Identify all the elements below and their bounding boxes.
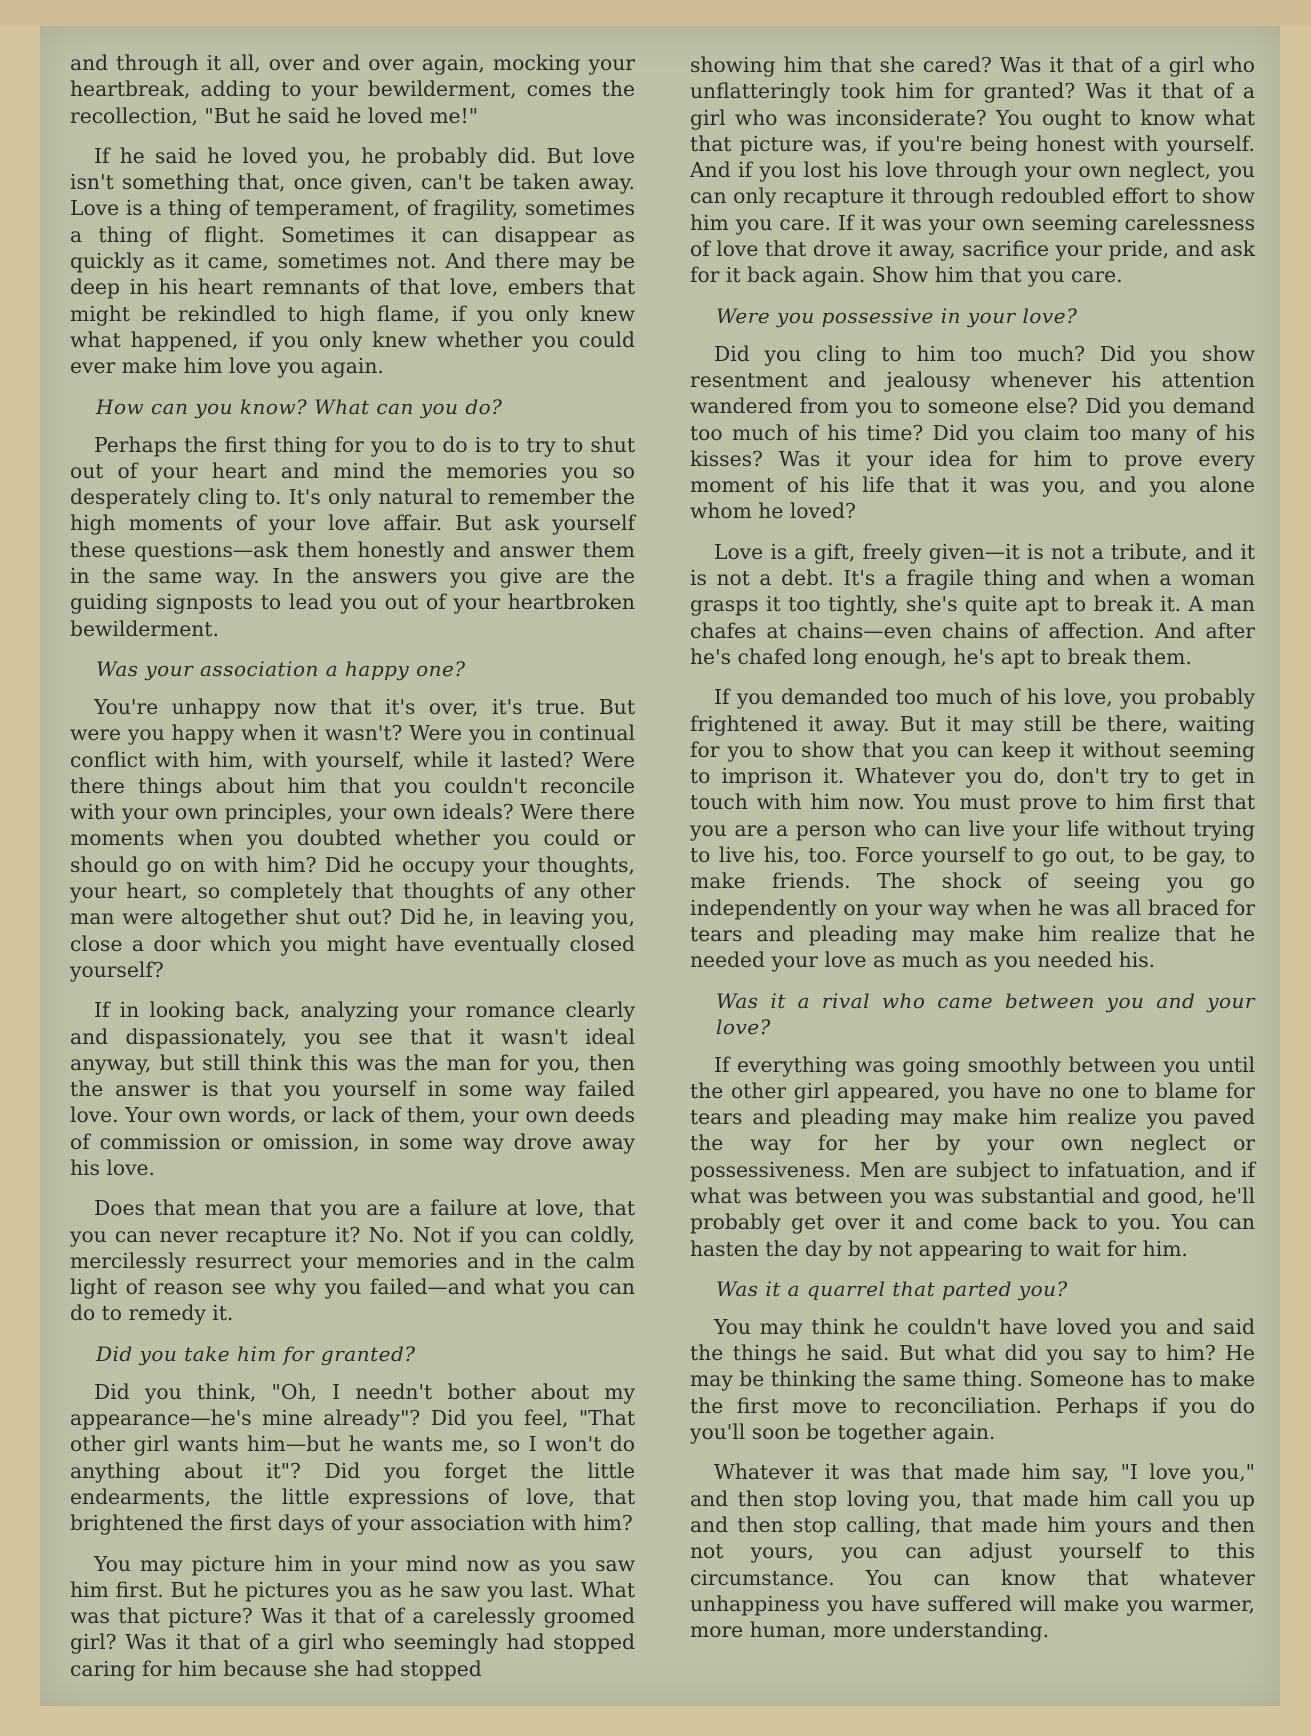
section-heading: Was it a rival who came between you and your love? (716, 988, 1255, 1039)
paragraph: If in looking back, analyzing your romance clearly and dispassionately, you see that it wasn't ideal anyway, but still think this was the man for you, then the answer is that you yourself in some way failed love. Your own words, or lack of them, your own deeds of commission or omission, in some way drove away his love. (70, 998, 635, 1180)
paragraph: Love is a gift, freely given—it is not a tribute, and it is not a debt. It's a fragile thing and when a woman grasps it too tightly, she's quite apt to break it. A man chafes at chains—even chains of affection. And after he's chafed long enough, he's apt to break them. (690, 539, 1255, 669)
section-heading: Were you possessive in your love? (716, 303, 1078, 328)
section-heading: Did you take him for granted? (96, 1341, 416, 1366)
paragraph: You may think he couldn't have loved you and said the things he said. But what did you say to him? He may be thinking the same thing. Someone has to make the first move to reconciliation. Perhaps if you do you'll soon be together again. (690, 1314, 1255, 1445)
paper-edge (0, 0, 1311, 26)
paragraph: If everything was going smoothly between you until the other girl appeared, you have no one to blame for tears and pleading may make him realize you paved the way for her by your own neglect or possessiveness. Men are subject to infatuation, and if what was between you was substantial and good, he'll probably get over it and come back to you. You can hasten the day by not appearing to wait for him. (690, 1052, 1255, 1261)
section-heading: Was it a quarrel that parted you? (716, 1276, 1068, 1301)
paragraph: Did you cling to him too much? Did you show resentment and jealousy whenever his attention wandered from you to someone else? Did you demand too much of his time? Did you claim too many of his kisses? Was it your idea for him to prove every moment of his life that it was you, and you alone whom he loved? (690, 341, 1255, 524)
paragraph: and through it all, over and over again, mocking your heartbreak, adding to your bewilderment, comes the recollection, "But he said he loved me!" (70, 51, 635, 128)
paragraph: showing him that she cared? Was it that of a girl who unflatteringly took him for granted? Was it that of a girl who was inconsiderate? You ought to know what that picture was, if you're being honest with yourself. And if you lost his love through your own neglect, you can only recapture it through redoubled effort to show him you care. If it was your own seeming carelessness of love that drove it away, sacrifice your pride, and ask for it back again. Show him that you care. (690, 53, 1255, 288)
paragraph: If he said he loved you, he probably did. But love isn't something that, once given, can't be taken away. Love is a thing of temperament, of fragility, sometimes a thing of flight. Sometimes it can disappear as quickly as it came, sometimes not. And there may be deep in his heart remnants of that love, embers that might be rekindled to high flame, if you only knew what happened, if you only knew whether you could ever make him love you again. (70, 143, 635, 379)
section-heading: How can you know? What can you do? (96, 394, 503, 419)
paragraph: Perhaps the first thing for you to do is to try to shut out of your heart and mind the memories you so desperately cling to. It's only natural to remember the high moments of your love affair. But ask yourself these questions—ask them honestly and answer them in the same way. In the answers you give are the guiding signposts to lead you out of your heartbroken bewilderment. (70, 432, 635, 641)
paragraph: You may picture him in your mind now as you saw him first. But he pictures you as he saw you last. What was that picture? Was it that of a carelessly groomed girl? Was it that of a girl who seemingly had stopped caring for him because she had stopped (70, 1551, 635, 1681)
paragraph: Did you think, "Oh, I needn't bother about my appearance—he's mine already"? Did you feel, "That other girl wants him—but he wants me, so I won't do anything about it"? Did you forget the little endearments, the little expressions of love, that brightened the first days of your association with him? (70, 1379, 635, 1536)
section-heading: Was your association a happy one? (96, 656, 466, 681)
paragraph: Whatever it was that made him say, "I love you," and then stop loving you, that made him call you up and then stop calling, that made him yours and then not yours, you can adjust yourself to this circumstance. You can know that whatever unhappiness you have suffered will make you warmer, more human, more understanding. (690, 1460, 1255, 1643)
left-column (70, 50, 635, 1696)
paragraph: If you demanded too much of his love, you probably frightened it away. But it may still be there, waiting for you to show that you can keep it without seeming to imprison it. Whatever you do, don't try to get in touch with him now. You must prove to him first that you are a person who can live your life without trying to live his, too. Force yourself to go out, to be gay, to make friends. The shock of seeing you go independently on your way when he was all braced for tears and pleading may make him realize that he needed your love as much as you needed his. (690, 685, 1255, 973)
paragraph: Does that mean that you are a failure at love, that you can never recapture it? No. Not if you can coldly, mercilessly resurrect your memories and in the calm light of reason see why you failed—and what you can do to remedy it. (70, 1196, 635, 1326)
paragraph: You're unhappy now that it's over, it's true. But were you happy when it wasn't? Were you in continual conflict with him, with yourself, while it lasted? Were there things about him that you couldn't reconcile with your own principles, your own ideals? Were there moments when you doubted whether you could or should go on with him? Did he occupy your thoughts, your heart, so completely that thoughts of any other man were altogether shut out? Did he, in leaving you, close a door which you might have eventually closed yourself? (70, 694, 635, 982)
right-column (690, 52, 1255, 1657)
